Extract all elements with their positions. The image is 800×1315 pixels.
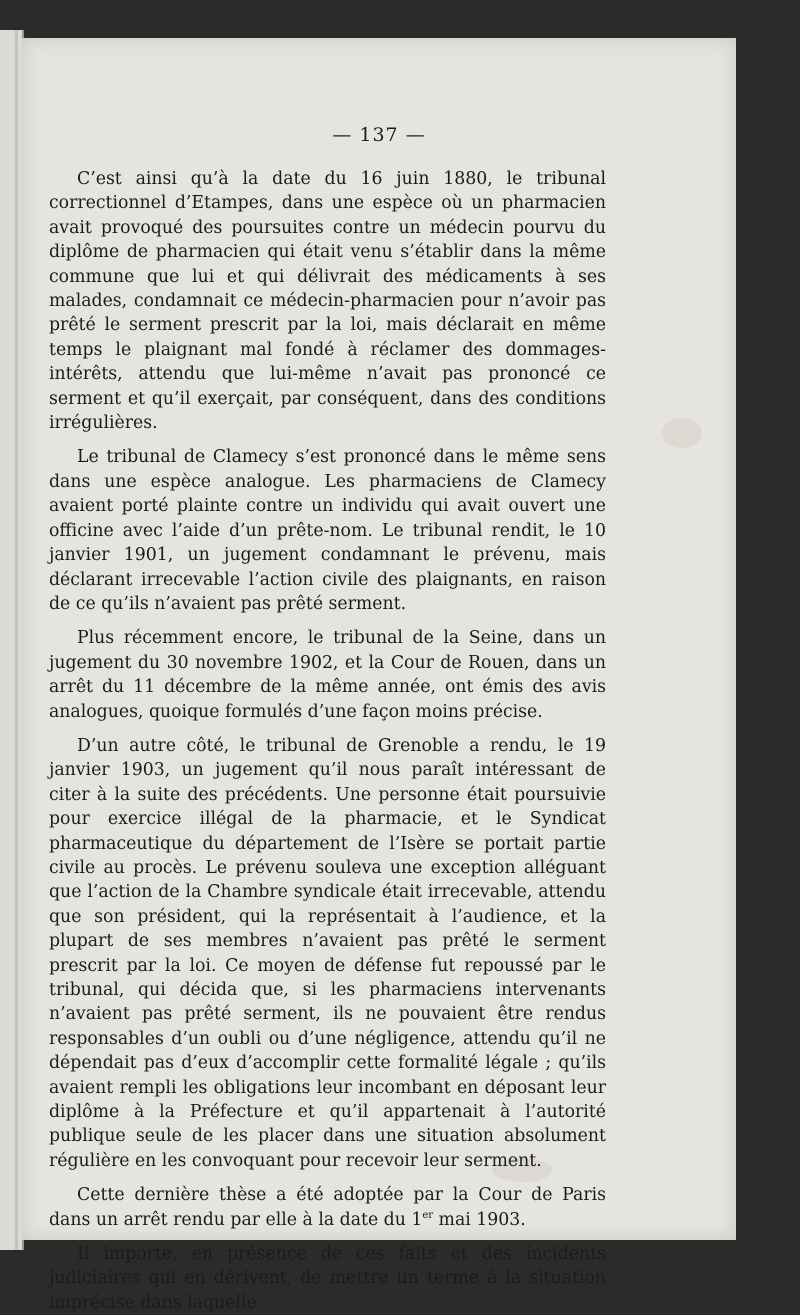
paragraph-etampes: C’est ainsi qu’à la date du 16 juin 1880, le tribunal correctionnel d’Etampes, dans une espèce où un pharmacien avait provoqué des poursuites contre un médecin pourvu du diplôme de pharmacien qui était venu s’établir dans la même commune que lui et qui délivrait des médicaments à ses malades, condamnait ce médecin-pharmacien pour n’avoir pas prêté le serment prescrit par la loi, mais déclarait en même temps le plaignant mal fondé à réclamer des dommages-intérêts, attendu que lui-même n’avait pas prononcé ce serment et qu’il exerçait, par conséquent, dans des conditions irrégulières. xyxy=(49,169,606,434)
page-gutter xyxy=(15,30,18,1250)
ordinal-superscript: er xyxy=(422,1209,434,1221)
paragraph-grenoble: D’un autre côté, le tribunal de Grenoble a rendu, le 19 janvier 1903, un jugement qu’il nous paraît intéressant de citer à la suite des précédents. Une personne était poursuivie pour exercice illégal de la pharmacie, et le Syndicat pharmaceutique du département de l’Isère se portait partie civile au procès. Le prévenu souleva une exception alléguant que l’action de la Chambre syndicale était irrecevable, attendu que son président, qui la représentait à l’audience, et la plupart de ses membres n’avaient pas prêté le serment prescrit par la loi. Ce moyen de défense fut repoussé par le tribunal, qui décida que, si les pharmaciens intervenants n’avaient pas prêté serment, ils ne pouvaient être rendus responsables d’un oubli ou d’une négligence, attendu qu’il ne dépendait pas d’eux d’accomplir cette formalité légale ; qu’ils avaient rempli les obligations leur incombant en déposant leur diplôme à la Préfecture et qu’il appartenait à l’autorité publique seule de les placer dans une situation absolument régulière en les convoquant pour recevoir leur serment. xyxy=(49,735,606,1171)
paris-text-after: mai 1903. xyxy=(433,1209,526,1230)
book-page xyxy=(22,38,736,1313)
paragraph-cour-de-paris xyxy=(49,1183,606,1232)
page-number: — 137 — xyxy=(332,124,426,146)
body-text xyxy=(49,167,606,1315)
paragraph-seine-rouen: Plus récemment encore, le tribunal de la Seine, dans un jugement du 30 novembre 1902, et la Cour de Rouen, dans un arrêt du 11 décembre de la même année, ont émis des avis analogues, quoique formulés d’une façon moins précise. xyxy=(49,628,606,722)
paragraph-clamecy: Le tribunal de Clamecy s’est prononcé dans le même sens dans une espèce analogue. Les pharmaciens de Clamecy avaient porté plainte contre un individu qui avait ouvert une officine avec l’aide d’un prête-nom. Le tribunal rendit, le 10 janvier 1901, un jugement condamnant le prévenu, mais déclarant irrecevable l’action civile des plaignants, en raison de ce qu’ils n’avaient pas prêté serment. xyxy=(49,447,606,614)
paragraph-conclusion: Il importe, en présence de ces faits et des incidents judiciaires qui en dérivent, de mettre un terme à la situation imprécise dans laquelle xyxy=(49,1244,606,1313)
facing-page-edge xyxy=(0,30,24,1250)
paris-text-before: Cette dernière thèse a été adoptée par la Cour de Paris dans un arrêt rendu par elle à la date du 1 xyxy=(49,1185,606,1230)
paper-stain xyxy=(662,418,702,448)
